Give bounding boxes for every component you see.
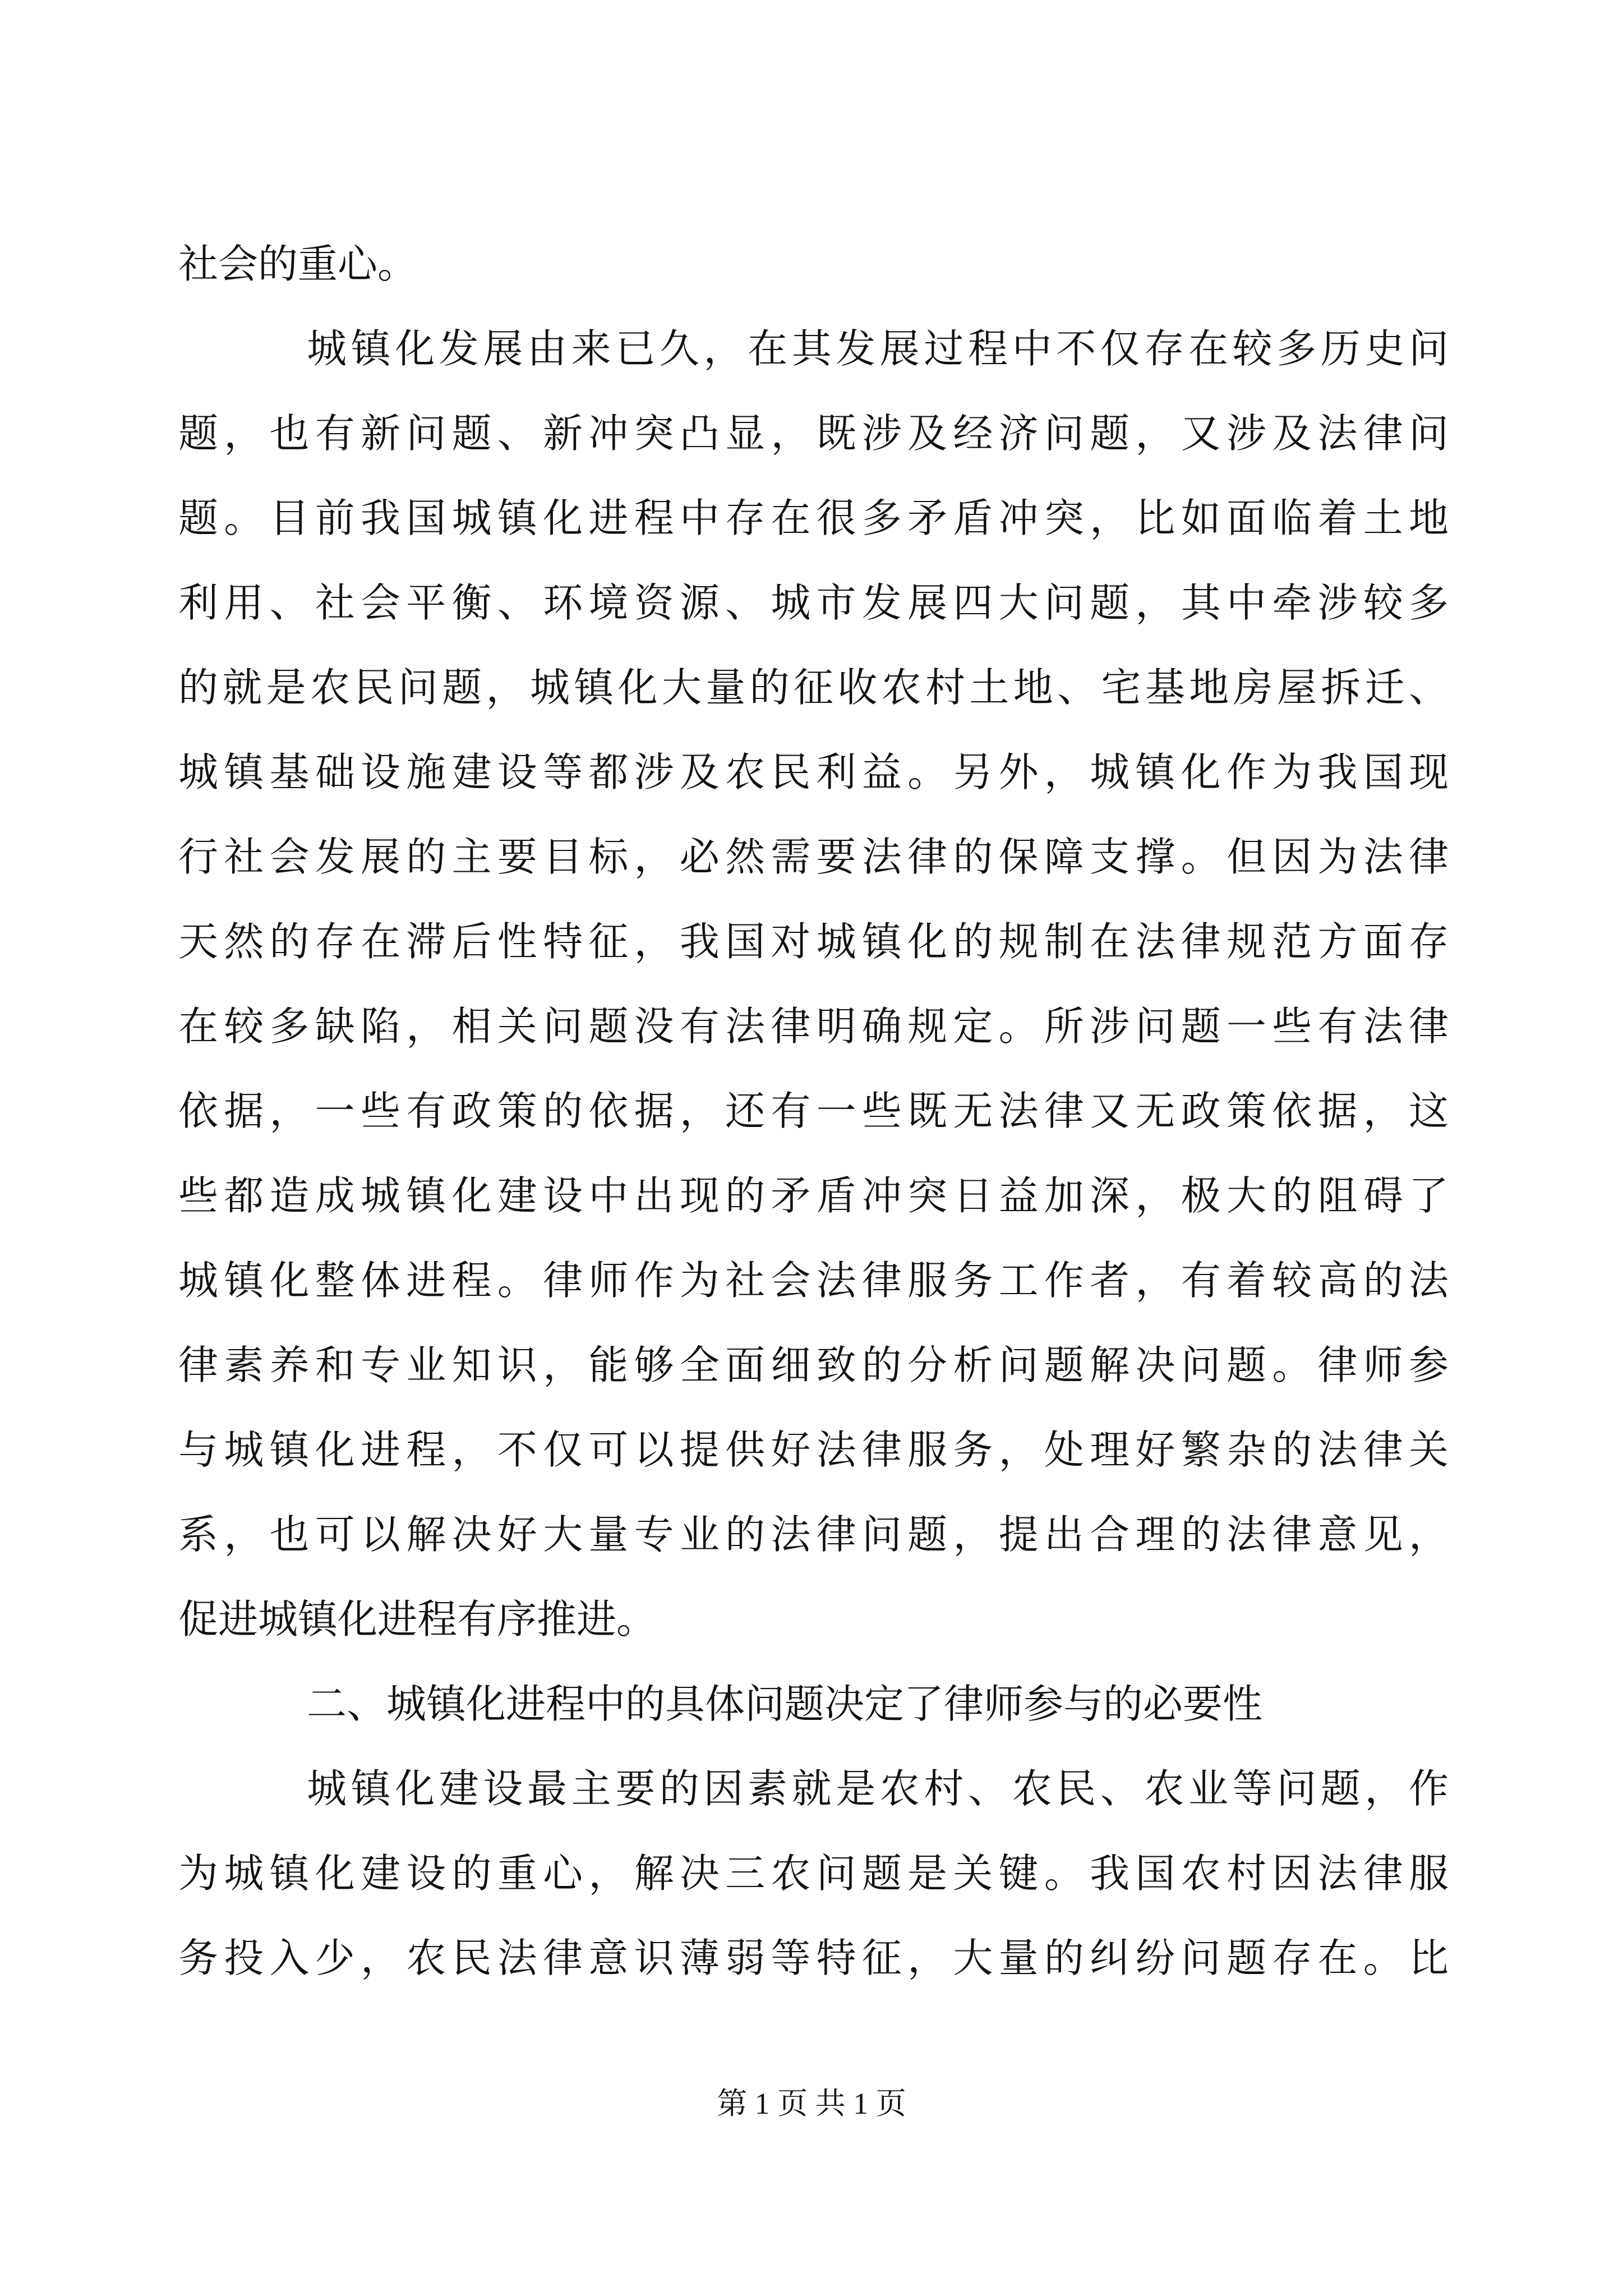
text-line: 行社会发展的主要目标，必然需要法律的保障支撑。但因为法律 <box>178 834 1449 880</box>
text-line: 题。目前我国城镇化进程中存在很多矛盾冲突，比如面临着土地 <box>178 495 1449 541</box>
text-line: 系，也可以解决好大量专业的法律问题，提出合理的法律意见， <box>178 1511 1449 1558</box>
text-line: 城镇化整体进程。律师作为社会法律服务工作者，有着较高的法 <box>178 1257 1449 1304</box>
text-line: 天然的存在滞后性特征，我国对城镇化的规制在法律规范方面存 <box>178 918 1449 965</box>
text-line: 的就是农民问题，城镇化大量的征收农村土地、宅基地房屋拆迁、 <box>178 664 1449 711</box>
page-footer: 第 1 页 共 1 页 <box>717 2087 906 2120</box>
paragraph-first-line: 城镇化发展由来已久，在其发展过程中不仅存在较多历史问 <box>307 325 1449 372</box>
text-line: 题，也有新问题、新冲突凸显，既涉及经济问题，又涉及法律问 <box>178 410 1449 457</box>
text-line: 社会的重心。 <box>178 241 418 287</box>
text-line: 城镇基础设施建设等都涉及农民利益。另外，城镇化作为我国现 <box>178 749 1449 795</box>
document-body <box>178 222 1449 2000</box>
paragraph-first-line: 城镇化建设最主要的因素就是农村、农民、农业等问题，作 <box>307 1765 1449 1812</box>
text-line: 依据，一些有政策的依据，还有一些既无法律又无政策依据，这 <box>178 1088 1449 1134</box>
text-line: 促进城镇化进程有序推进。 <box>178 1596 657 1642</box>
text-line: 与城镇化进程，不仅可以提供好法律服务，处理好繁杂的法律关 <box>178 1427 1449 1473</box>
text-line: 务投入少，农民法律意识薄弱等特征，大量的纠纷问题存在。比 <box>178 1935 1449 1981</box>
text-line: 些都造成城镇化建设中出现的矛盾冲突日益加深，极大的阻碍了 <box>178 1172 1449 1219</box>
text-line: 在较多缺陷，相关问题没有法律明确规定。所涉问题一些有法律 <box>178 1003 1449 1050</box>
text-line: 律素养和专业知识，能够全面细致的分析问题解决问题。律师参 <box>178 1342 1449 1388</box>
text-line: 利用、社会平衡、环境资源、城市发展四大问题，其中牵涉较多 <box>178 579 1449 626</box>
section-heading: 二、城镇化进程中的具体问题决定了律师参与的必要性 <box>307 1681 1263 1727</box>
text-line: 为城镇化建设的重心，解决三农问题是关键。我国农村因法律服 <box>178 1850 1449 1897</box>
